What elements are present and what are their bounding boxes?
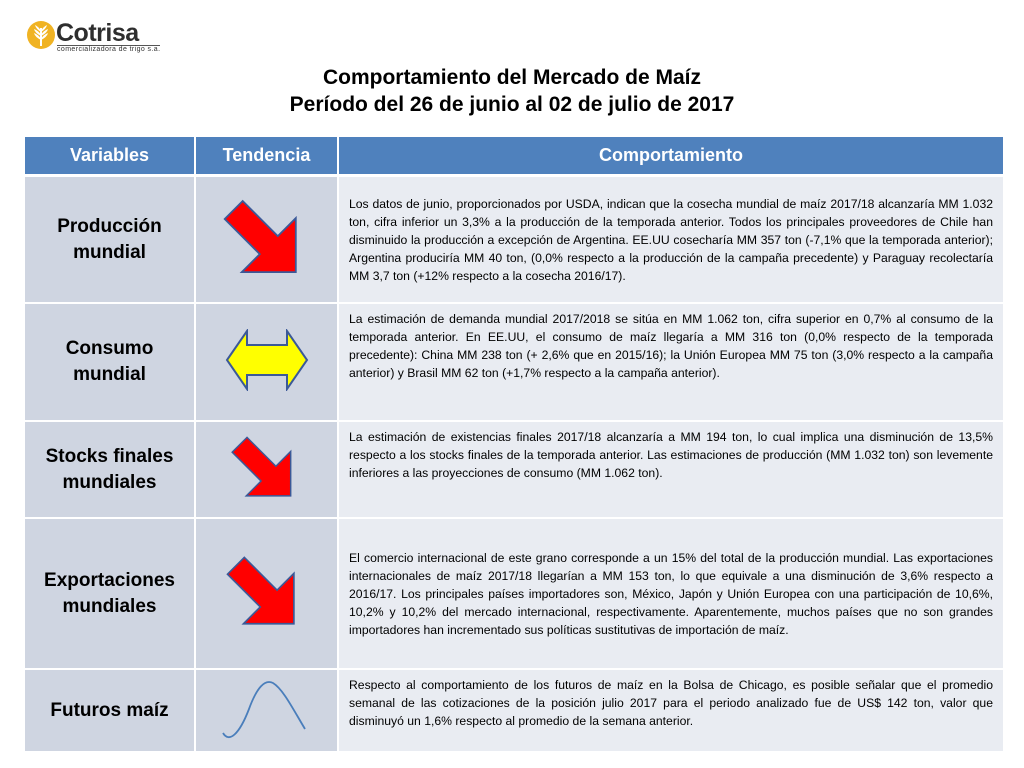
- trend-cell: [195, 303, 338, 421]
- trend-cell: [195, 518, 338, 669]
- page-subtitle: Período del 26 de junio al 02 de julio de 2017: [289, 93, 735, 116]
- logo-name: Cotrisa: [56, 19, 139, 47]
- arrow-down-right-icon: [222, 192, 312, 282]
- table-header-row: [25, 137, 1004, 176]
- logo-tagline: comercializadora de trigo s.a.: [57, 46, 161, 53]
- description-cell: El comercio internacional de este grano corresponde a un 15% del total de la producción mundial. Las exportaciones internacionales de maíz 2017/18 llegarían a MM 153 ton, lo que equivale a una disminución de 3,6% respecto a 2016/17. Los principales países importadores son, México, Japón y Unión Europea con una participación de 10,6%, 10,2% y 10,2% del mercado internacional, respectivamente. Aparentemente, muchos países que no son grandes importadores han incrementado sus políticas sustitutivas de importación de maíz.: [338, 518, 1004, 669]
- cotrisa-logo: [26, 18, 161, 54]
- double-arrow-horizontal-icon: [225, 329, 309, 391]
- market-table: [25, 137, 1005, 751]
- variable-cell: Producción mundial: [25, 176, 195, 304]
- description-cell: Los datos de junio, proporcionados por USDA, indican que la cosecha mundial de maíz 2017/18 alcanzaría MM 1.032 ton, cifra inferior un 3,3% a la producción de la temporada anterior. Todos los principales proveedores de Chile han disminuido la producción a excepción de Argentina. EE.UU cosecharía MM 357 ton (-7,1% que la temporada anterior); Argentina produciría MM 40 ton, (0,0% respecto a la producción de la campaña precedente) y Paraguay recolectaría MM 3,7 ton (+12% respecto a la cosecha 2016/17).: [338, 176, 1004, 304]
- trend-cell: [195, 421, 338, 518]
- description-cell: La estimación de existencias finales 2017/18 alcanzaría a MM 194 ton, lo cual implica una disminución de 13,5% respecto a los stocks finales de la temporada anterior. Las estimaciones de producción (MM 1.032 ton) son levemente inferiores a las proyecciones de consumo (MM 1.062 ton).: [338, 421, 1004, 518]
- variable-cell: Futuros maíz: [25, 669, 195, 751]
- header-tendencia: Tendencia: [195, 137, 338, 176]
- trend-curve-icon: [217, 675, 317, 741]
- trend-cell: [195, 176, 338, 304]
- header-variables: Variables: [25, 137, 195, 176]
- table-row: [25, 303, 1004, 421]
- arrow-down-right-icon: [230, 430, 304, 504]
- table-row: [25, 669, 1004, 751]
- arrow-down-right-icon: [225, 549, 309, 633]
- variable-cell: Exportaciones mundiales: [25, 518, 195, 669]
- variable-cell: Stocks finales mundiales: [25, 421, 195, 518]
- table-row: [25, 421, 1004, 518]
- table-row: [25, 518, 1004, 669]
- description-cell: Respecto al comportamiento de los futuros de maíz en la Bolsa de Chicago, es posible señalar que el promedio semanal de las cotizaciones de la posición julio 2017 para el periodo analizado fue de US$ 142 ton, valor que disminuyó un 1,6% respecto al promedio de la semana anterior.: [338, 669, 1004, 751]
- wheat-logo-icon: [26, 20, 56, 50]
- trend-cell: [195, 669, 338, 751]
- variable-cell: Consumo mundial: [25, 303, 195, 421]
- header-comportamiento: Comportamiento: [338, 137, 1004, 176]
- description-cell: La estimación de demanda mundial 2017/2018 se sitúa en MM 1.062 ton, cifra superior en 0,7% al consumo de la temporada anterior. En EE.UU, el consumo de maíz llegaría a MM 316 ton (0,0% respecto de la temporada precedente): China MM 238 ton (+ 2,6% que en 2015/16); la Unión Europea MM 75 ton (3,0% respecto a la campaña anterior) y Brasil MM 62 ton (+1,7% respecto a la campaña anterior).: [338, 303, 1004, 421]
- table-row: [25, 176, 1004, 304]
- page-title: Comportamiento del Mercado de Maíz: [322, 66, 702, 89]
